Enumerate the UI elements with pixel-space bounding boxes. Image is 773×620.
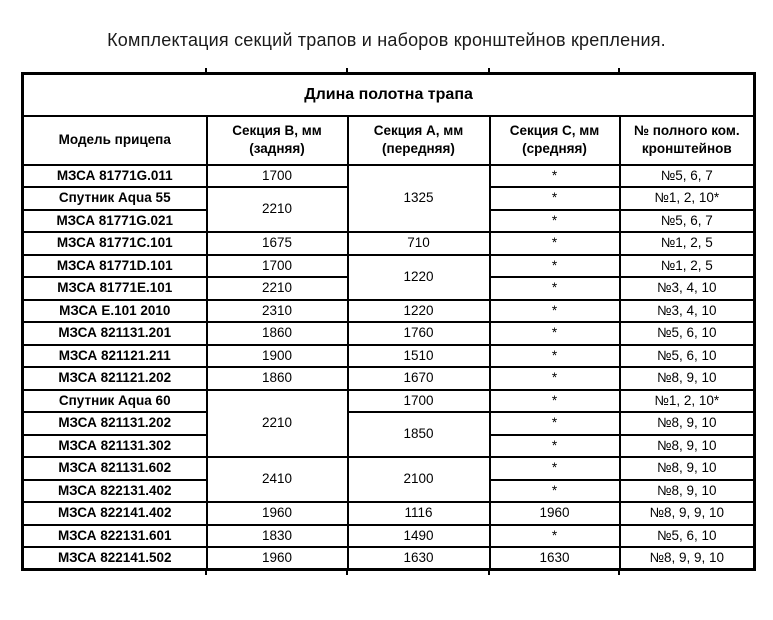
table-row (23, 457, 755, 480)
bracket-kit-cell: №5, 6, 7 (620, 210, 755, 233)
section-c-cell: * (490, 480, 620, 503)
section-c-cell: * (490, 345, 620, 368)
model-cell: МЗСА 822131.402 (23, 480, 207, 503)
col-header-section-b: Секция B, мм (задняя) (207, 116, 348, 165)
section-b-cell: 1960 (207, 502, 348, 525)
model-cell: МЗСА 822131.601 (23, 525, 207, 548)
section-a-cell: 1510 (348, 345, 490, 368)
section-c-cell: * (490, 412, 620, 435)
table-row (23, 412, 755, 435)
table-row (23, 255, 755, 278)
section-a-cell: 2100 (348, 457, 490, 502)
table-row (23, 322, 755, 345)
model-cell: МЗСА 821131.302 (23, 435, 207, 458)
bracket-kit-cell: №5, 6, 10 (620, 525, 755, 548)
model-cell: МЗСА 821131.602 (23, 457, 207, 480)
section-b-cell: 2410 (207, 457, 348, 502)
section-b-cell: 2210 (207, 277, 348, 300)
section-c-cell: * (490, 165, 620, 188)
col-header-section-c: Секция C, мм (средняя) (490, 116, 620, 165)
section-c-cell: * (490, 277, 620, 300)
bracket-kit-cell: №8, 9, 9, 10 (620, 502, 755, 525)
column-line-tick (205, 68, 207, 73)
model-cell: Спутник Aqua 60 (23, 390, 207, 413)
section-b-cell: 2210 (207, 390, 348, 458)
section-c-cell: * (490, 525, 620, 548)
section-c-cell: * (490, 457, 620, 480)
section-c-cell: * (490, 367, 620, 390)
section-c-cell: * (490, 255, 620, 278)
section-b-cell: 1830 (207, 525, 348, 548)
section-a-cell: 710 (348, 232, 490, 255)
table-row (23, 300, 755, 323)
model-cell: МЗСА 81771C.101 (23, 232, 207, 255)
bracket-kit-cell: №1, 2, 5 (620, 232, 755, 255)
table-row (23, 502, 755, 525)
bracket-kit-cell: №8, 9, 10 (620, 435, 755, 458)
bracket-kit-cell: №1, 2, 5 (620, 255, 755, 278)
model-cell: МЗСА 81771G.011 (23, 165, 207, 188)
ramp-table-wrap (21, 72, 753, 571)
table-row (23, 232, 755, 255)
model-cell: МЗСА 822141.402 (23, 502, 207, 525)
model-cell: Спутник Aqua 55 (23, 187, 207, 210)
column-line-tick (346, 570, 348, 575)
column-line-tick (488, 68, 490, 73)
bracket-kit-cell: №3, 4, 10 (620, 300, 755, 323)
model-cell: МЗСА 821131.202 (23, 412, 207, 435)
section-c-cell: * (490, 390, 620, 413)
section-a-cell: 1670 (348, 367, 490, 390)
section-a-cell: 1325 (348, 165, 490, 233)
section-c-cell: * (490, 435, 620, 458)
bracket-kit-cell: №8, 9, 10 (620, 480, 755, 503)
table-row (23, 390, 755, 413)
section-b-cell: 1900 (207, 345, 348, 368)
section-c-cell: * (490, 232, 620, 255)
column-line-tick (205, 570, 207, 575)
bracket-kit-cell: №8, 9, 9, 10 (620, 547, 755, 570)
model-cell: МЗСА 821131.201 (23, 322, 207, 345)
bracket-kit-cell: №8, 9, 10 (620, 457, 755, 480)
section-a-cell: 1760 (348, 322, 490, 345)
model-cell: МЗСА 81771G.021 (23, 210, 207, 233)
column-line-tick (618, 570, 620, 575)
section-a-cell: 1116 (348, 502, 490, 525)
section-a-cell: 1220 (348, 300, 490, 323)
bracket-kit-cell: №8, 9, 10 (620, 412, 755, 435)
bracket-kit-cell: №3, 4, 10 (620, 277, 755, 300)
section-b-cell: 1700 (207, 255, 348, 278)
section-a-cell: 1850 (348, 412, 490, 457)
section-b-cell: 1860 (207, 322, 348, 345)
model-cell: МЗСА 822141.502 (23, 547, 207, 570)
col-header-section-a: Секция A, мм (передняя) (348, 116, 490, 165)
section-a-cell: 1490 (348, 525, 490, 548)
section-c-cell: 1630 (490, 547, 620, 570)
ramp-config-table (21, 72, 756, 571)
col-header-model: Модель прицепа (23, 116, 207, 165)
table-row (23, 165, 755, 188)
bracket-kit-cell: №8, 9, 10 (620, 367, 755, 390)
model-cell: МЗСА 81771D.101 (23, 255, 207, 278)
model-cell: МЗСА 821121.211 (23, 345, 207, 368)
column-line-tick (346, 68, 348, 73)
column-line-tick (618, 68, 620, 73)
column-line-tick (488, 570, 490, 575)
section-c-cell: * (490, 300, 620, 323)
section-b-cell: 1960 (207, 547, 348, 570)
bracket-kit-cell: №1, 2, 10* (620, 187, 755, 210)
section-a-cell: 1700 (348, 390, 490, 413)
bracket-kit-cell: №5, 6, 10 (620, 345, 755, 368)
section-c-cell: 1960 (490, 502, 620, 525)
section-b-cell: 1860 (207, 367, 348, 390)
table-row (23, 345, 755, 368)
table-band-row (23, 74, 755, 116)
section-c-cell: * (490, 210, 620, 233)
section-b-cell: 1675 (207, 232, 348, 255)
table-row (23, 525, 755, 548)
table-band-title: Длина полотна трапа (23, 74, 755, 116)
bracket-kit-cell: №5, 6, 7 (620, 165, 755, 188)
table-row (23, 367, 755, 390)
section-a-cell: 1630 (348, 547, 490, 570)
model-cell: МЗСА Е.101 2010 (23, 300, 207, 323)
table-row (23, 547, 755, 570)
model-cell: МЗСА 81771E.101 (23, 277, 207, 300)
model-cell: МЗСА 821121.202 (23, 367, 207, 390)
table-header-row (23, 116, 755, 165)
section-c-cell: * (490, 322, 620, 345)
section-b-cell: 1700 (207, 165, 348, 188)
section-b-cell: 2210 (207, 187, 348, 232)
bracket-kit-cell: №1, 2, 10* (620, 390, 755, 413)
section-c-cell: * (490, 187, 620, 210)
page-title: Комплектация секций трапов и наборов кронштейнов крепления. (107, 30, 666, 50)
bracket-kit-cell: №5, 6, 10 (620, 322, 755, 345)
section-b-cell: 2310 (207, 300, 348, 323)
col-header-kit: № полного ком. кронштейнов (620, 116, 755, 165)
section-a-cell: 1220 (348, 255, 490, 300)
